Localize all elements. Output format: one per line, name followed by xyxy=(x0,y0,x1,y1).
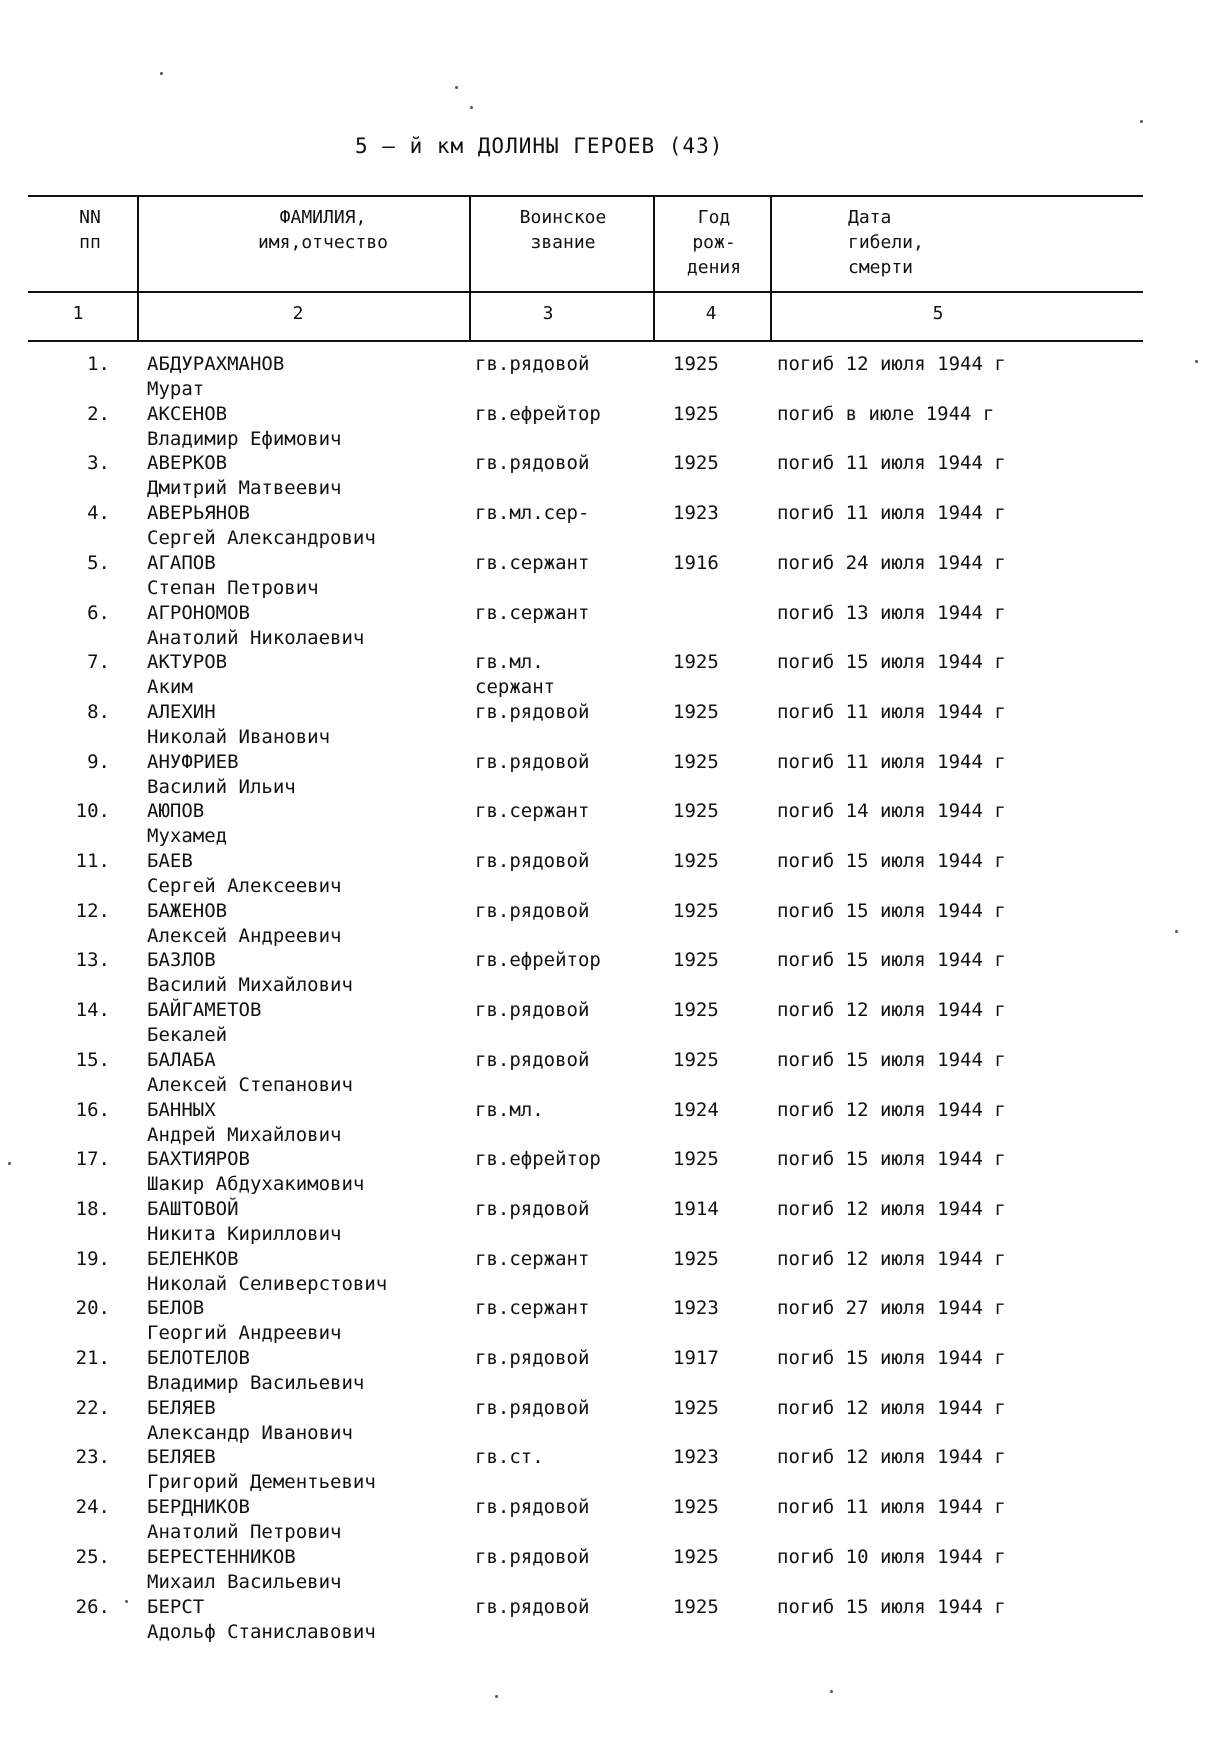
surname: БАХТИЯРОВ xyxy=(147,1148,250,1171)
date-of-death: погиб 15 июля 1944 г xyxy=(777,899,1006,922)
date-of-death: погиб 10 июля 1944 г xyxy=(777,1545,1006,1568)
date-of-death: погиб 12 июля 1944 г xyxy=(777,1247,1006,1270)
table-row xyxy=(0,501,1232,551)
row-number: 3. xyxy=(87,452,110,475)
military-rank: гв.мл.сер- xyxy=(475,502,590,525)
military-rank: гв.ст. xyxy=(475,1446,544,1469)
birth-year: 1925 xyxy=(673,1148,719,1171)
surname: БЕЛЕНКОВ xyxy=(147,1247,239,1270)
table-row xyxy=(0,750,1232,800)
header-middle-rule xyxy=(28,291,1143,293)
table-row xyxy=(0,1048,1232,1098)
date-of-death: погиб 12 июля 1944 г xyxy=(777,999,1006,1022)
table-row xyxy=(0,1147,1232,1197)
column-number: 5 xyxy=(932,303,944,324)
birth-year: 1925 xyxy=(673,651,719,674)
birth-year: 1925 xyxy=(673,402,719,425)
birth-year: 1914 xyxy=(673,1197,719,1220)
table-row xyxy=(0,899,1232,949)
birth-year: 1925 xyxy=(673,700,719,723)
given-names: Дмитрий Матвеевич xyxy=(147,477,342,500)
birth-year: 1925 xyxy=(673,452,719,475)
surname: АГАПОВ xyxy=(147,551,216,574)
table-row xyxy=(0,799,1232,849)
given-names: Николай Селиверстович xyxy=(147,1272,388,1295)
given-names: Анатолий Петрович xyxy=(147,1521,342,1544)
row-number: 26. xyxy=(75,1595,110,1618)
surname: БЕЛЯЕВ xyxy=(147,1446,216,1469)
surname: АГРОНОМОВ xyxy=(147,601,250,624)
table-row xyxy=(0,700,1232,750)
birth-year: 1925 xyxy=(673,353,719,375)
surname: БАЛАБА xyxy=(147,1048,216,1071)
row-number: 1. xyxy=(87,353,110,375)
date-of-death: погиб 15 июля 1944 г xyxy=(777,651,1006,674)
given-names: Александр Иванович xyxy=(147,1421,353,1444)
birth-year: 1925 xyxy=(673,1595,719,1618)
military-rank: гв.рядовой xyxy=(475,353,590,375)
military-rank: гв.ефрейтор xyxy=(475,949,601,972)
birth-year: 1923 xyxy=(673,1446,719,1469)
surname: БЕРЕСТЕННИКОВ xyxy=(147,1545,296,1568)
row-number: 14. xyxy=(75,999,110,1022)
surname: АВЕРКОВ xyxy=(147,452,228,475)
surname: АЛЕХИН xyxy=(147,700,216,723)
given-names: Мурат xyxy=(147,378,205,400)
page-title: 5 – й км ДОЛИНЫ ГЕРОЕВ (43) xyxy=(355,134,724,158)
date-of-death: погиб 11 июля 1944 г xyxy=(777,1496,1006,1519)
column-number: 3 xyxy=(542,303,554,324)
given-names: Владимир Ефимович xyxy=(147,427,342,450)
row-number: 4. xyxy=(87,502,110,525)
row-number: 18. xyxy=(75,1197,110,1220)
date-of-death: погиб 15 июля 1944 г xyxy=(777,850,1006,872)
row-number: 13. xyxy=(75,949,110,972)
surname: БЕЛОТЕЛОВ xyxy=(147,1347,250,1369)
given-names: Андрей Михайлович xyxy=(147,1123,342,1146)
birth-year: 1925 xyxy=(673,999,719,1022)
given-names: Сергей Алексеевич xyxy=(147,875,342,897)
given-names: Аким xyxy=(147,676,193,699)
date-of-death: погиб 11 июля 1944 г xyxy=(777,452,1006,475)
table-row xyxy=(0,1495,1232,1545)
military-rank: гв.мл. xyxy=(475,1098,544,1121)
surname: БАЕВ xyxy=(147,850,193,872)
row-number: 6. xyxy=(87,601,110,624)
given-names: Мухамед xyxy=(147,825,228,848)
column-divider xyxy=(653,197,655,340)
birth-year: 1925 xyxy=(673,750,719,773)
military-rank: гв.рядовой xyxy=(475,750,590,773)
date-of-death: погиб 15 июля 1944 г xyxy=(777,1595,1006,1618)
given-names: Алексей Степанович xyxy=(147,1073,353,1096)
table-row xyxy=(0,948,1232,998)
header-top-rule xyxy=(28,195,1143,197)
surname: БАЙГАМЕТОВ xyxy=(147,999,262,1022)
table-row xyxy=(0,1445,1232,1495)
military-rank: гв.ефрейтор xyxy=(475,402,601,425)
table-row xyxy=(0,402,1232,452)
birth-year: 1923 xyxy=(673,1297,719,1320)
header-col1-line: NN xyxy=(79,207,101,228)
military-rank: гв.рядовой xyxy=(475,700,590,723)
header-col3-line: Воинское xyxy=(519,207,607,228)
military-rank: гв.ефрейтор xyxy=(475,1148,601,1171)
date-of-death: погиб 11 июля 1944 г xyxy=(777,502,1006,525)
surname: БАШТОВОЙ xyxy=(147,1197,239,1220)
date-of-death: погиб 12 июля 1944 г xyxy=(777,1098,1006,1121)
header-col5 xyxy=(848,205,924,280)
table-row xyxy=(0,1396,1232,1446)
row-number: 19. xyxy=(75,1247,110,1270)
date-of-death: погиб 24 июля 1944 г xyxy=(777,551,1006,574)
given-names: Василий Ильич xyxy=(147,775,296,798)
surname: БЕЛОВ xyxy=(147,1297,205,1320)
given-names: Адольф Станиславович xyxy=(147,1620,376,1643)
table-row xyxy=(0,849,1232,899)
row-number: 5. xyxy=(87,551,110,574)
surname: АЮПОВ xyxy=(147,800,205,823)
birth-year: 1916 xyxy=(673,551,719,574)
row-number: 8. xyxy=(87,700,110,723)
given-names: Григорий Дементьевич xyxy=(147,1471,376,1494)
surname: АВЕРЬЯНОВ xyxy=(147,502,250,525)
military-rank: гв.сержант xyxy=(475,551,590,574)
row-number: 20. xyxy=(75,1297,110,1320)
header-col3 xyxy=(488,205,638,255)
column-divider xyxy=(137,197,139,340)
given-names: Алексей Андреевич xyxy=(147,924,342,947)
column-number: 2 xyxy=(292,303,304,324)
table-row xyxy=(0,352,1232,402)
table-row xyxy=(0,451,1232,501)
military-rank: гв.рядовой xyxy=(475,1595,590,1618)
date-of-death: погиб 15 июля 1944 г xyxy=(777,949,1006,972)
given-names: Степан Петрович xyxy=(147,576,319,599)
row-number: 15. xyxy=(75,1048,110,1071)
row-number: 7. xyxy=(87,651,110,674)
header-col2-line: имя,отчество xyxy=(257,232,389,253)
surname: АКТУРОВ xyxy=(147,651,228,674)
military-rank: гв.рядовой xyxy=(475,452,590,475)
surname: АБДУРАХМАНОВ xyxy=(147,353,285,375)
row-number: 11. xyxy=(75,850,110,872)
table-row xyxy=(0,1346,1232,1396)
surname: БЕЛЯЕВ xyxy=(147,1396,216,1419)
header-col4-line: рож- xyxy=(692,232,736,253)
row-number: 22. xyxy=(75,1396,110,1419)
surname: БАННЫХ xyxy=(147,1098,216,1121)
column-number: 1 xyxy=(72,303,84,324)
header-col2-line: ФАМИЛИЯ, xyxy=(279,207,367,228)
table-row xyxy=(0,1098,1232,1148)
row-number: 17. xyxy=(75,1148,110,1171)
header-col5-line: смерти xyxy=(848,257,914,278)
date-of-death: погиб 11 июля 1944 г xyxy=(777,700,1006,723)
row-number: 21. xyxy=(75,1347,110,1369)
given-names: Сергей Александрович xyxy=(147,527,376,550)
header-col4 xyxy=(664,205,764,280)
given-names: Бекалей xyxy=(147,1024,228,1047)
given-names: Николай Иванович xyxy=(147,725,331,748)
surname: БАЖЕНОВ xyxy=(147,899,228,922)
row-number: 24. xyxy=(75,1496,110,1519)
given-names: Георгий Андреевич xyxy=(147,1322,342,1345)
military-rank: гв.сержант xyxy=(475,601,590,624)
date-of-death: погиб 27 июля 1944 г xyxy=(777,1297,1006,1320)
header-col1 xyxy=(70,205,110,255)
military-rank: гв.рядовой xyxy=(475,1048,590,1071)
row-number: 12. xyxy=(75,899,110,922)
military-rank: гв.сержант xyxy=(475,1297,590,1320)
surname: АНУФРИЕВ xyxy=(147,750,239,773)
table-row xyxy=(0,1247,1232,1297)
surname: БЕРСТ xyxy=(147,1595,205,1618)
birth-year: 1925 xyxy=(673,899,719,922)
military-rank: гв.рядовой xyxy=(475,899,590,922)
military-rank: гв.рядовой xyxy=(475,1496,590,1519)
birth-year: 1925 xyxy=(673,800,719,823)
row-number: 23. xyxy=(75,1446,110,1469)
military-rank-continued: сержант xyxy=(475,676,556,699)
birth-year: 1923 xyxy=(673,502,719,525)
header-col2 xyxy=(198,205,448,255)
header-col3-line: звание xyxy=(530,232,596,253)
table-row xyxy=(0,601,1232,651)
header-col4-line: Год xyxy=(697,207,731,228)
header-col4-line: дения xyxy=(686,257,742,278)
given-names: Василий Михайлович xyxy=(147,974,353,997)
surname: БЕРДНИКОВ xyxy=(147,1496,250,1519)
header-col1-line: пп xyxy=(79,232,101,253)
birth-year: 1925 xyxy=(673,850,719,872)
given-names: Никита Кириллович xyxy=(147,1222,342,1245)
header-col5-line: гибели, xyxy=(848,232,924,253)
header-col5-line: Дата xyxy=(848,207,892,228)
birth-year: 1925 xyxy=(673,1396,719,1419)
military-rank: гв.рядовой xyxy=(475,1396,590,1419)
row-number: 9. xyxy=(87,750,110,773)
date-of-death: погиб 15 июля 1944 г xyxy=(777,1347,1006,1369)
military-rank: гв.сержант xyxy=(475,800,590,823)
header-bottom-rule xyxy=(28,340,1143,342)
military-rank: гв.рядовой xyxy=(475,999,590,1022)
birth-year: 1925 xyxy=(673,1048,719,1071)
given-names: Шакир Абдухакимович xyxy=(147,1173,365,1196)
table-row xyxy=(0,1296,1232,1346)
date-of-death: погиб 14 июля 1944 г xyxy=(777,800,1006,823)
military-rank: гв.рядовой xyxy=(475,1347,590,1369)
date-of-death: погиб 12 июля 1944 г xyxy=(777,1396,1006,1419)
date-of-death: погиб 12 июля 1944 г xyxy=(777,1197,1006,1220)
date-of-death: погиб 15 июля 1944 г xyxy=(777,1048,1006,1071)
row-number: 2. xyxy=(87,402,110,425)
row-number: 16. xyxy=(75,1098,110,1121)
military-rank: гв.рядовой xyxy=(475,1545,590,1568)
table-row xyxy=(0,1197,1232,1247)
given-names: Анатолий Николаевич xyxy=(147,626,365,649)
date-of-death: погиб 13 июля 1944 г xyxy=(777,601,1006,624)
table-row xyxy=(0,1595,1232,1645)
table-row xyxy=(0,1545,1232,1595)
date-of-death: погиб 11 июля 1944 г xyxy=(777,750,1006,773)
birth-year: 1924 xyxy=(673,1098,719,1121)
birth-year: 1925 xyxy=(673,1545,719,1568)
column-divider xyxy=(770,197,772,340)
table-header xyxy=(28,195,1143,342)
military-rank: гв.рядовой xyxy=(475,850,590,872)
birth-year: 1925 xyxy=(673,1247,719,1270)
date-of-death: погиб в июле 1944 г xyxy=(777,402,995,425)
military-rank: гв.рядовой xyxy=(475,1197,590,1220)
column-divider xyxy=(469,197,471,340)
table-row xyxy=(0,650,1232,700)
row-number: 10. xyxy=(75,800,110,823)
surname: АКСЕНОВ xyxy=(147,402,228,425)
military-rank: гв.сержант xyxy=(475,1247,590,1270)
military-rank: гв.мл. xyxy=(475,651,544,674)
table-row xyxy=(0,998,1232,1048)
table-row xyxy=(0,551,1232,601)
column-number: 4 xyxy=(705,303,717,324)
birth-year: 1925 xyxy=(673,949,719,972)
date-of-death: погиб 12 июля 1944 г xyxy=(777,1446,1006,1469)
birth-year: 1925 xyxy=(673,1496,719,1519)
birth-year: 1917 xyxy=(673,1347,719,1369)
surname: БАЗЛОВ xyxy=(147,949,216,972)
row-number: 25. xyxy=(75,1545,110,1568)
date-of-death: погиб 12 июля 1944 г xyxy=(777,353,1006,375)
given-names: Владимир Васильевич xyxy=(147,1372,365,1394)
date-of-death: погиб 15 июля 1944 г xyxy=(777,1148,1006,1171)
given-names: Михаил Васильевич xyxy=(147,1570,342,1593)
